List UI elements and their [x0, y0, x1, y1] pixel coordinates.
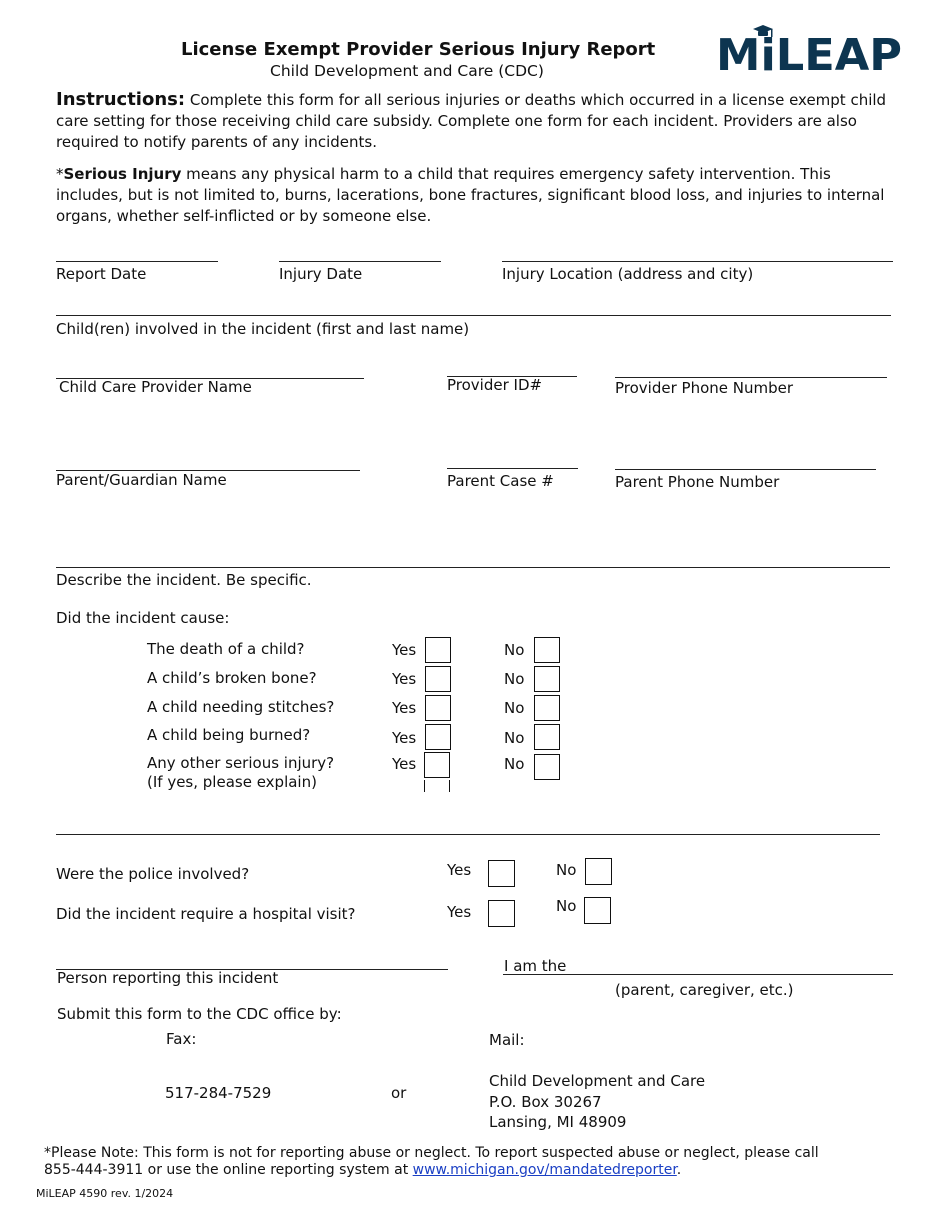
fax-number: 517-284-7529	[165, 1084, 272, 1102]
children-label: Child(ren) involved in the incident (first and last name)	[56, 320, 470, 338]
no-label: No	[556, 897, 577, 915]
report-date-label: Report Date	[56, 265, 147, 283]
no-label: No	[504, 729, 525, 747]
injury-location-label: Injury Location (address and city)	[502, 265, 754, 283]
logo-wordmark: MiLEAP	[716, 30, 902, 76]
death-yes-checkbox[interactable]	[425, 637, 451, 663]
mail-label: Mail:	[489, 1031, 525, 1049]
provider-phone-line[interactable]	[615, 377, 887, 378]
police-no-checkbox[interactable]	[585, 858, 612, 885]
yes-label: Yes	[392, 755, 417, 773]
no-label: No	[556, 861, 577, 879]
no-label: No	[504, 755, 525, 773]
mail-line-3: Lansing, MI 48909	[489, 1113, 627, 1131]
incident-item-label: A child needing stitches?	[147, 698, 335, 716]
incident-item-label: A child’s broken bone?	[147, 669, 317, 687]
incident-item-label: Any other serious injury?	[147, 754, 335, 772]
mail-line-1: Child Development and Care	[489, 1072, 706, 1090]
no-label: No	[504, 641, 525, 659]
stitches-yes-checkbox[interactable]	[425, 695, 451, 721]
parent-phone-line[interactable]	[615, 469, 876, 470]
instructions-text: Complete this form for all serious injuries or deaths which occurred in a license exempt child care setting for those receiving child care subsidy. Complete one form for each incident. Providers are also required to notify parents of any incidents.	[56, 91, 887, 151]
or-label: or	[391, 1084, 407, 1102]
submit-heading: Submit this form to the CDC office by:	[57, 1005, 342, 1023]
note-line-2	[44, 1162, 681, 1178]
mandated-reporter-link[interactable]: www.michigan.gov/mandatedreporter	[412, 1162, 677, 1178]
explain-hint: (If yes, please explain)	[147, 773, 317, 791]
mail-line-2: P.O. Box 30267	[489, 1093, 602, 1111]
checkbox-artifact	[424, 780, 450, 792]
yes-label: Yes	[392, 641, 417, 659]
definition-prefix: *	[56, 165, 64, 183]
death-no-checkbox[interactable]	[534, 637, 560, 663]
injury-date-line[interactable]	[279, 261, 441, 262]
yes-label: Yes	[392, 729, 417, 747]
yes-label: Yes	[392, 699, 417, 717]
note-text: 855-444-3911 or use the online reporting system at	[44, 1162, 413, 1178]
reporter-label: Person reporting this incident	[57, 969, 279, 987]
hospital-no-checkbox[interactable]	[584, 897, 611, 924]
parent-case-line[interactable]	[447, 468, 578, 469]
incident-question: Did the incident cause:	[56, 609, 230, 627]
provider-phone-label: Provider Phone Number	[615, 379, 794, 397]
parent-name-label: Parent/Guardian Name	[56, 471, 227, 489]
explain-line[interactable]	[56, 834, 880, 835]
burned-yes-checkbox[interactable]	[425, 724, 451, 750]
children-line[interactable]	[56, 315, 891, 316]
instructions-label: Instructions:	[56, 89, 186, 110]
fax-label: Fax:	[166, 1030, 197, 1048]
other-injury-yes-checkbox[interactable]	[424, 752, 450, 778]
police-yes-checkbox[interactable]	[488, 860, 515, 887]
injury-location-line[interactable]	[502, 261, 893, 262]
describe-label: Describe the incident. Be specific.	[56, 571, 312, 589]
describe-line[interactable]	[56, 567, 890, 568]
burned-no-checkbox[interactable]	[534, 724, 560, 750]
form-title: License Exempt Provider Serious Injury Report	[181, 39, 656, 60]
incident-item-label: The death of a child?	[147, 640, 305, 658]
parent-phone-label: Parent Phone Number	[615, 473, 780, 491]
form-id: MiLEAP 4590 rev. 1/2024	[36, 1187, 174, 1200]
no-label: No	[504, 699, 525, 717]
report-date-line[interactable]	[56, 261, 218, 262]
broken-bone-no-checkbox[interactable]	[534, 666, 560, 692]
injury-date-label: Injury Date	[279, 265, 363, 283]
role-label: I am the	[504, 957, 567, 975]
role-hint: (parent, caregiver, etc.)	[615, 981, 794, 999]
broken-bone-yes-checkbox[interactable]	[425, 666, 451, 692]
police-question: Were the police involved?	[56, 865, 250, 883]
hospital-yes-checkbox[interactable]	[488, 900, 515, 927]
form-subtitle: Child Development and Care (CDC)	[270, 62, 544, 80]
yes-label: Yes	[447, 861, 472, 879]
hospital-question: Did the incident require a hospital visit?	[56, 905, 356, 923]
mileap-logo-graphic	[716, 22, 904, 76]
incident-item-label: A child being burned?	[147, 726, 311, 744]
mileap-logo	[716, 22, 904, 80]
no-label: No	[504, 670, 525, 688]
serious-injury-definition	[56, 164, 896, 227]
stitches-no-checkbox[interactable]	[534, 695, 560, 721]
definition-term: Serious Injury	[63, 165, 182, 183]
definition-text: means any physical harm to a child that requires emergency safety intervention. This includes, but is not limited to, burns, lacerations, bone fractures, significant blood loss, and injuries to internal organs, whether self-inflicted or by someone else.	[56, 165, 885, 225]
note-line-1: *Please Note: This form is not for reporting abuse or neglect. To report suspected abuse or neglect, please call	[44, 1145, 819, 1161]
note-end: .	[676, 1162, 682, 1178]
role-line[interactable]	[503, 974, 893, 975]
instructions	[56, 89, 896, 153]
provider-id-label: Provider ID#	[447, 376, 543, 394]
yes-label: Yes	[447, 903, 472, 921]
provider-name-label: Child Care Provider Name	[59, 378, 252, 396]
parent-case-label: Parent Case #	[447, 472, 554, 490]
other-injury-no-checkbox[interactable]	[534, 754, 560, 780]
yes-label: Yes	[392, 670, 417, 688]
